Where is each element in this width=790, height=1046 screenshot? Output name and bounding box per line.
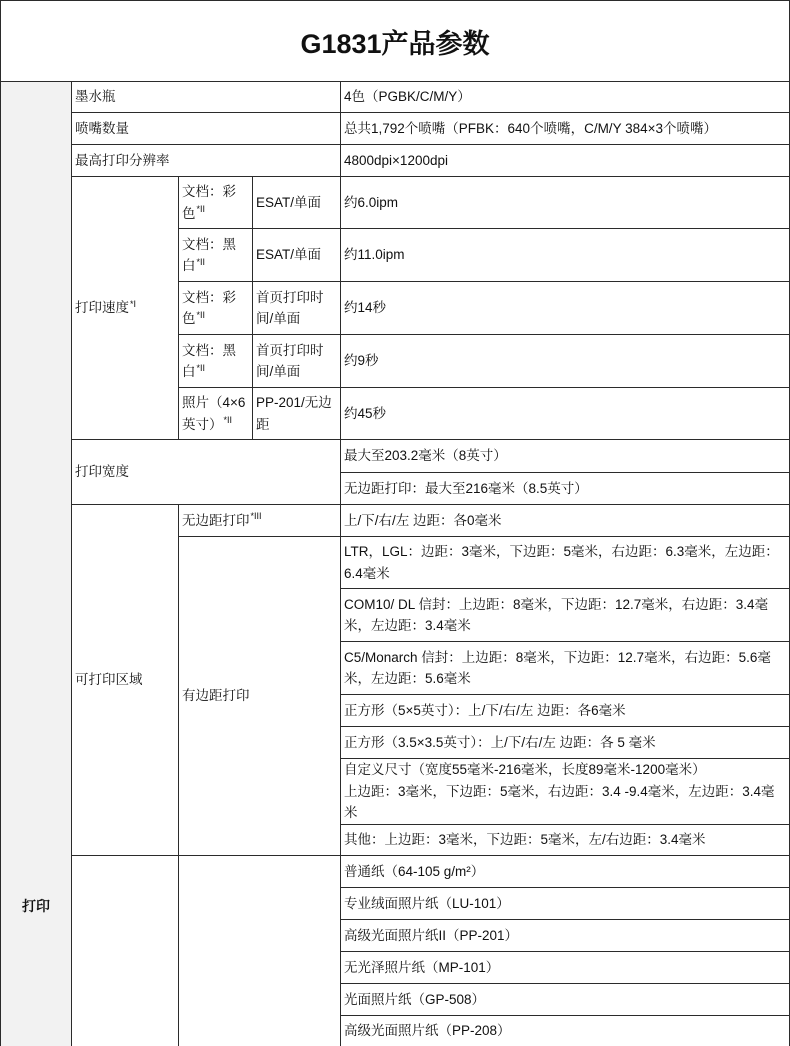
borderless-label <box>182 510 336 532</box>
margin-spec-cell <box>341 825 790 856</box>
page-title: G1831产品参数 <box>0 0 790 82</box>
speed-value-cell <box>341 388 790 440</box>
speed-mode-cell <box>179 388 253 440</box>
paper-type: 无光泽照片纸（MP-101） <box>344 959 500 975</box>
paper-type-cell <box>341 952 790 984</box>
speed-condition-cell <box>253 229 341 282</box>
nozzle-count-label-cell <box>72 113 341 145</box>
speed-mode <box>182 287 248 330</box>
speed-value-cell <box>341 282 790 335</box>
spec-table <box>0 82 790 1046</box>
speed-condition-cell <box>253 177 341 229</box>
speed-value-cell <box>341 229 790 282</box>
margin-spec-cell <box>341 695 790 727</box>
paper-type: 高级光面照片纸II（PP-201） <box>344 927 519 943</box>
speed-value: 约14秒 <box>344 300 387 316</box>
borderless-value: 上/下/右/左 边距：各0毫米 <box>344 512 502 528</box>
print-speed-label-cell <box>72 177 179 440</box>
max-resolution-label: 最高打印分辨率 <box>75 152 170 168</box>
footnote-marker: *II <box>196 309 206 320</box>
speed-value: 约11.0ipm <box>344 247 405 263</box>
speed-mode-text: 文档：彩色 <box>182 184 236 221</box>
print-width-value: 无边距打印：最大至216毫米（8.5英寸） <box>344 480 588 496</box>
category-cell <box>0 82 72 1046</box>
custom-size-spec <box>344 759 785 824</box>
speed-mode-text: 文档：彩色 <box>182 289 236 326</box>
paper-type: 专业绒面照片纸（LU-101） <box>344 895 510 911</box>
nozzle-count-label: 喷嘴数量 <box>75 120 129 136</box>
custom-size-margins: 上边距：3毫米，下边距：5毫米，右边距：3.4 -9.4毫米，左边距：3.4毫米 <box>344 783 775 821</box>
speed-value-cell <box>341 335 790 388</box>
printable-area-label-cell <box>72 505 179 856</box>
speed-mode-cell <box>179 335 253 388</box>
ink-bottle-label-cell <box>72 82 341 113</box>
speed-mode-cell <box>179 282 253 335</box>
paper-type: 高级光面照片纸（PP-208） <box>344 1023 511 1039</box>
ink-bottle-label: 墨水瓶 <box>75 89 116 105</box>
print-width-value-cell <box>341 473 790 505</box>
speed-mode-text: 文档：黑白 <box>182 342 236 379</box>
borderless-label-text: 无边距打印 <box>182 512 250 528</box>
margin-spec: COM10/ DL 信封：上边距：8毫米，下边距：12.7毫米，右边距：3.4毫米，左边距：3.4毫米 <box>344 596 769 633</box>
margin-spec: C5/Monarch 信封：上边距：8毫米，下边距：12.7毫米，右边距：5.6毫米，左边距：5.6毫米 <box>344 649 771 686</box>
nozzle-count-value-cell <box>341 113 790 145</box>
borderless-label-cell <box>179 505 341 537</box>
speed-mode-text: 文档：黑白 <box>182 236 236 273</box>
paper-type: 普通纸（64-105 g/m²） <box>344 863 485 879</box>
speed-mode-cell <box>179 229 253 282</box>
footnote-marker: *II <box>196 204 206 214</box>
speed-mode-text: 照片（4×6英寸） <box>182 395 246 432</box>
margin-spec-cell <box>341 589 790 642</box>
print-width-label-cell <box>72 440 341 505</box>
footnote-marker: *III <box>250 511 262 522</box>
speed-condition-cell <box>253 335 341 388</box>
footnote-marker: *II <box>196 256 206 267</box>
print-speed-label-text: 打印速度 <box>75 300 129 316</box>
speed-mode <box>182 234 248 277</box>
speed-mode <box>182 340 248 383</box>
footnote-marker: *II <box>196 362 206 373</box>
bordered-label: 有边距打印 <box>182 688 250 704</box>
paper-type-cell <box>341 984 790 1016</box>
paper-type: 光面照片纸（GP-508） <box>344 991 486 1007</box>
paper-subgroup-label-cell <box>179 856 341 1046</box>
borderless-value-cell <box>341 505 790 537</box>
paper-type-cell <box>341 1016 790 1046</box>
speed-value-cell <box>341 177 790 229</box>
margin-spec-cell <box>341 727 790 759</box>
speed-mode-cell <box>179 177 253 229</box>
print-speed-label <box>75 297 174 319</box>
speed-value: 约6.0ipm <box>344 194 399 210</box>
ink-bottle-value-cell <box>341 82 790 113</box>
footnote-marker: *I <box>130 298 137 309</box>
margin-spec: LTR，LGL：边距：3毫米，下边距：5毫米，右边距：6.3毫米，左边距：6.4毫米 <box>344 544 779 581</box>
max-resolution-value: 4800dpi×1200dpi <box>344 152 448 168</box>
ink-bottle-value: 4色（PGBK/C/M/Y） <box>344 89 471 105</box>
paper-type-cell <box>341 920 790 952</box>
bordered-label-cell <box>179 537 341 856</box>
print-width-label: 打印宽度 <box>75 464 129 480</box>
speed-condition-cell <box>253 388 341 440</box>
speed-condition: ESAT/单面 <box>256 194 322 210</box>
max-resolution-label-cell <box>72 145 341 177</box>
speed-value: 约45秒 <box>344 405 387 421</box>
paper-type-cell <box>341 856 790 888</box>
speed-mode <box>182 392 248 435</box>
nozzle-count-value: 总共1,792个喷嘴（PFBK：640个喷嘴，C/M/Y 384×3个喷嘴） <box>344 120 717 136</box>
speed-condition: PP-201/无边距 <box>256 395 332 432</box>
speed-value: 约9秒 <box>344 353 379 369</box>
custom-size-heading: 自定义尺寸（宽度55毫米-216毫米，长度89毫米-1200毫米） <box>344 762 706 778</box>
speed-mode <box>182 181 248 224</box>
paper-group-label-cell <box>72 856 179 1046</box>
printable-area-label: 可打印区域 <box>75 672 143 688</box>
margin-spec-cell <box>341 642 790 695</box>
margin-spec: 正方形（3.5×3.5英寸）：上/下/右/左 边距：各 5 毫米 <box>344 734 656 750</box>
paper-type-cell <box>341 888 790 920</box>
category-label: 打印 <box>22 898 50 914</box>
speed-condition-cell <box>253 282 341 335</box>
speed-condition: 首页打印时间/单面 <box>256 342 324 379</box>
print-width-value: 最大至203.2毫米（8英寸） <box>344 448 507 464</box>
speed-condition: ESAT/单面 <box>256 247 322 263</box>
margin-spec: 正方形（5×5英寸）：上/下/右/左 边距：各6毫米 <box>344 702 626 718</box>
margin-spec-cell <box>341 537 790 589</box>
footnote-marker: *II <box>223 415 233 425</box>
print-width-value-cell <box>341 440 790 473</box>
speed-condition: 首页打印时间/单面 <box>256 289 324 326</box>
custom-size-cell <box>341 759 790 825</box>
max-resolution-value-cell <box>341 145 790 177</box>
margin-spec: 其他：上边距：3毫米，下边距：5毫米，左/右边距：3.4毫米 <box>344 832 706 848</box>
